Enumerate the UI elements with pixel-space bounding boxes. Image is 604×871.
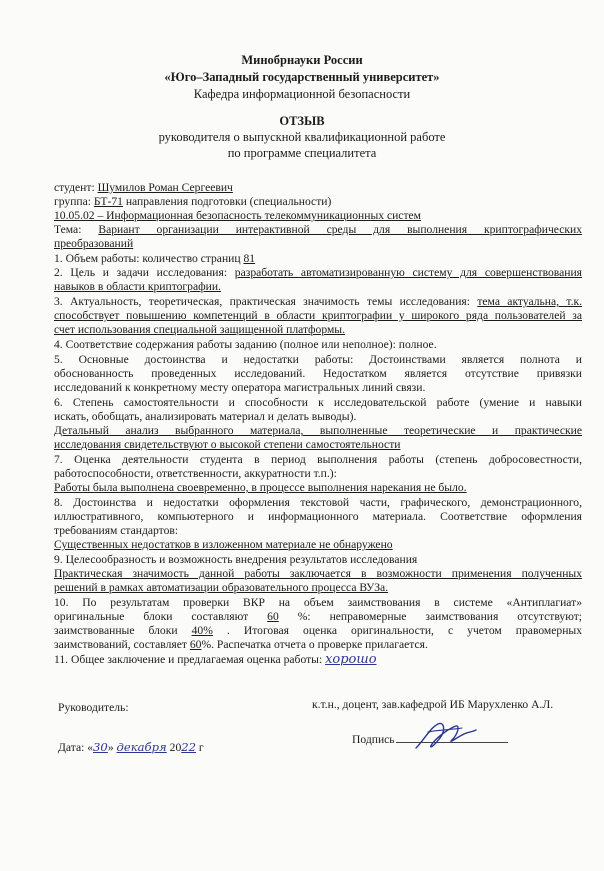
specialty-line: [54, 209, 582, 223]
group-rest: направления подготовки (специальности): [125, 195, 332, 208]
signature-label: Подпись: [352, 733, 395, 746]
item-9-line-3: [54, 581, 582, 595]
item-10-text-2b: %: неправомерные заимствования отсутствуют;: [297, 610, 582, 623]
item-7-line-1: 7. Оценка деятельности студента в период выполнения работы (степень добросовестности,: [54, 453, 582, 466]
item-8-line-3: требованиям стандартов:: [54, 524, 179, 537]
item-11: [54, 653, 582, 667]
item-2-line-1: [54, 266, 582, 280]
item-4: 4. Соответствие содержания работы заданию (полное или неполное): полное.: [54, 338, 437, 351]
item-6-line-2: искать, обобщать, анализировать материал и делать выводы).: [54, 410, 357, 423]
supervisor-info: к.т.н., доцент, зав.кафедрой ИБ Марухленко А.Л.: [312, 698, 554, 711]
final-originality-value: 60: [189, 638, 202, 651]
item-7-text-3: Работы была выполнена своевременно, в процессе выполнения нарекания не было.: [54, 481, 467, 494]
supervisor-label: Руководитель:: [58, 701, 129, 714]
item-1-label: 1. Объем работы: количество страниц: [54, 252, 241, 265]
item-7-line-2: работоспособности, ответственности, аккуратности т.п.):: [54, 467, 337, 480]
item-9-text-3: решений в рамках автоматизации образовательного процесса ВУЗа.: [54, 581, 389, 594]
group-value: БТ-71: [93, 195, 123, 208]
item-6-line-3: [54, 424, 582, 438]
item-8-line-2: иллюстративного, компьютерного и информационного материала. Соответствие оформления: [54, 510, 582, 523]
item-2-label: 2. Цель и задачи исследования:: [54, 266, 228, 279]
item-8-line-4: [54, 538, 582, 552]
date-month: декабря: [116, 740, 167, 754]
item-9-line-2: [54, 567, 582, 581]
item-10-line-3: [54, 624, 582, 638]
item-5-line-1: 5. Основные достоинства и недостатки работы: Достоинствами является полнота и: [54, 353, 582, 366]
item-5-line-3: исследований к конкретному месту оператора магистральных линий связи.: [54, 381, 426, 394]
item-2-text-2: навыков в области криптографии.: [54, 280, 221, 293]
item-1: [54, 252, 582, 266]
date-year-prefix: 20: [169, 741, 182, 754]
item-10-text-4b: %. Распечатка отчета о проверке прилагается.: [201, 638, 428, 651]
original-blocks-value: 60: [267, 610, 279, 623]
item-10-line-1: 10. По результатам проверки ВКР на объем заимствования в системе «Антиплагиат»: [54, 596, 582, 609]
specialty-value: 10.05.02 – Информационная безопасность телекоммуникационных систем: [54, 209, 421, 222]
ministry-name: Минобрнауки России: [241, 53, 363, 67]
date-line: Дата: «30» декабря 2022 г: [58, 740, 204, 754]
item-10-text-4a: заимствований, составляет: [54, 638, 187, 651]
date-label: Дата:: [58, 741, 85, 754]
item-3-line-1: [54, 295, 582, 309]
handwritten-grade: хорошо: [325, 653, 377, 667]
item-10-text-3a: заимствованные блоки: [54, 624, 178, 637]
item-3-text-2: способствует повышению компетенций в области криптографии у широкого ряда пользователей за: [54, 309, 582, 322]
document-subtitle-2: по программе специалитета: [227, 146, 377, 160]
topic-line-2: [54, 237, 582, 251]
topic-label: Тема:: [54, 223, 82, 236]
item-6-text-4: исследования свидетельствуют о высокой степени самостоятельности: [54, 438, 401, 451]
topic-line-1: [54, 223, 582, 237]
item-5-line-2: обоснованность проведенных исследований. Недостатком является отсутствие привязки: [54, 367, 582, 380]
date-suffix: г: [198, 741, 204, 754]
item-10-text-3b: . Итоговая оценка оригинальности, с учетом правомерных: [226, 624, 582, 637]
item-8-line-1: 8. Достоинства и недостатки оформления текстовой части, графического, демонстрационного,: [54, 496, 582, 509]
date-day: 30: [93, 740, 108, 754]
item-3-line-3: [54, 323, 582, 337]
item-9-line-1: 9. Целесообразность и возможность внедрения результатов исследования: [54, 553, 418, 566]
item-6-text-3: Детальный анализ выбранного материала, выполненные теоретические и практические: [54, 424, 582, 437]
date-year: 22: [181, 740, 197, 754]
student-line: [54, 181, 582, 195]
university-name: «Юго–Западный государственный университет»: [164, 70, 440, 84]
department-name: Кафедра информационной безопасности: [193, 87, 411, 101]
group-label: группа:: [54, 195, 91, 208]
student-label: студент:: [54, 181, 95, 194]
item-11-label: 11. Общее заключение и предлагаемая оценка работы:: [54, 653, 323, 666]
topic-text-2: преобразований: [54, 237, 134, 250]
item-10-text-2a: оригинальные блоки составляют: [54, 610, 249, 623]
handwritten-signature: [410, 718, 480, 756]
item-9-text-2: Практическая значимость данной работы заключается в возможности применения полученных: [54, 567, 582, 580]
item-3-text-3: счет использования специальной защищенной платформы.: [54, 323, 345, 336]
document-heading: ОТЗЫВ: [279, 114, 325, 128]
page-count: 81: [243, 252, 256, 265]
item-10-line-2: [54, 610, 582, 624]
item-6-line-4: [54, 438, 582, 452]
document-subtitle-1: руководителя о выпускной квалификационной работе: [158, 130, 446, 144]
item-6-line-1: 6. Степень самостоятельности и способности к исследовательской работе (умение и навыки: [54, 396, 582, 409]
student-name: Шумилов Роман Сергеевич: [97, 181, 233, 194]
item-3-line-2: [54, 309, 582, 323]
borrowed-blocks-value: 40%: [191, 624, 213, 637]
item-7-line-3: [54, 481, 582, 495]
group-line: [54, 195, 582, 209]
item-3-text-1: тема актуальна, т.к.: [477, 295, 582, 308]
topic-text-1: Вариант организации интерактивной среды для выполнения криптографических: [98, 223, 582, 236]
item-8-text-4: Существенных недостатков в изложенном материале не обнаружено: [54, 538, 393, 551]
item-3-label: 3. Актуальность, теоретическая, практическая значимость темы исследования:: [54, 295, 470, 308]
item-10-line-4: [54, 638, 582, 652]
item-2-text-1: разработать автоматизированную систему для совершенствования: [234, 266, 582, 279]
item-2-line-2: [54, 280, 582, 294]
